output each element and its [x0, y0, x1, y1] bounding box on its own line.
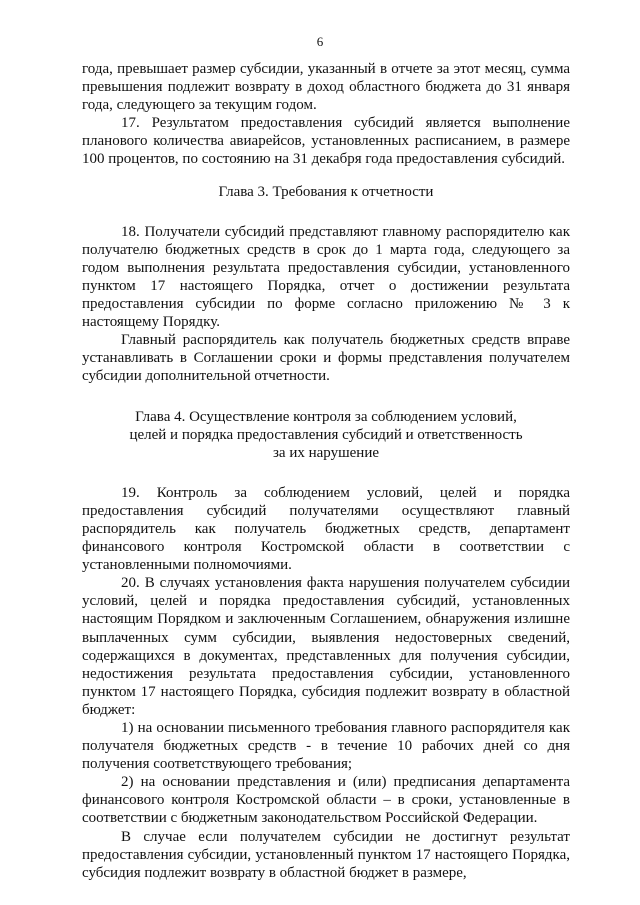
paragraph-20: 20. В случаях установления факта нарушения получателем субсидии условий, целей и порядка предоставления субсидий, установленных настоящим Порядком и заключенным Соглашением, обнаружения излишне выплаченных сумм субсидии, выявления недостоверных сведений, содержащихся в документах, представленных для получения субсидии, недостижения результата предоставления субсидии, установленного пунктом 17 настоящего Порядка, субсидия подлежит возврату в областной бюджет: [82, 575, 570, 718]
paragraph-20-item-2: 2) на основании представления и (или) предписания департамента финансового контроля Костромской области – в сроки, установленные в соответствии с бюджетным законодательством Российской Федерации. [82, 774, 570, 827]
paragraph-20-refund-amount: В случае если получателем субсидии не достигнут результат предоставления субсидии, установленный пунктом 17 настоящего Порядка, субсидия подлежит возврату в областной бюджет в размере, [82, 828, 570, 881]
paragraph-17: 17. Результатом предоставления субсидий является выполнение планового количества авиарейсов, установленных расписанием, в размере 100 процентов, по состоянию на 31 декабря года предоставления субсидий. [82, 115, 570, 168]
chapter-4-heading-line-3: за их нарушение [272, 444, 380, 461]
chapter-4-heading-line-2: целей и порядка предоставления субсидий и ответственность [129, 426, 523, 443]
paragraph-19: 19. Контроль за соблюдением условий, целей и порядка предоставления субсидий получателями осуществляют главный распорядитель как получатель бюджетных средств, департамент финансового контроля Костромской области в соответствии с установленными полномочиями. [82, 484, 570, 574]
chapter-4-heading-line-1: Глава 4. Осуществление контроля за соблюдением условий, [135, 408, 517, 425]
chapter-4-heading [82, 408, 570, 462]
paragraph-18-additional: Главный распорядитель как получатель бюджетных средств вправе устанавливать в Соглашении сроки и формы представления получателем субсидии дополнительной отчетности. [82, 332, 570, 385]
paragraph-18: 18. Получатели субсидий представляют главному распорядителю как получателю бюджетных средств в срок до 1 марта года, следующего за годом выполнения результата предоставления субсидии, установленного пунктом 17 настоящего Порядка, отчет о достижении результата предоставления субсидии по форме согласно приложению № 3 к настоящему Порядку. [82, 223, 570, 331]
paragraph-continuation: года, превышает размер субсидии, указанный в отчете за этот месяц, сумма превышения подлежит возврату в доход областного бюджета до 31 января года, следующего за текущим годом. [82, 61, 570, 114]
paragraph-20-item-1: 1) на основании письменного требования главного распорядителя как получателя бюджетных средств - в течение 10 рабочих дней со дня получения соответствующего требования; [82, 720, 570, 773]
chapter-3-heading: Глава 3. Требования к отчетности [218, 183, 434, 200]
document-body [82, 60, 570, 882]
page-number: 6 [316, 34, 324, 49]
